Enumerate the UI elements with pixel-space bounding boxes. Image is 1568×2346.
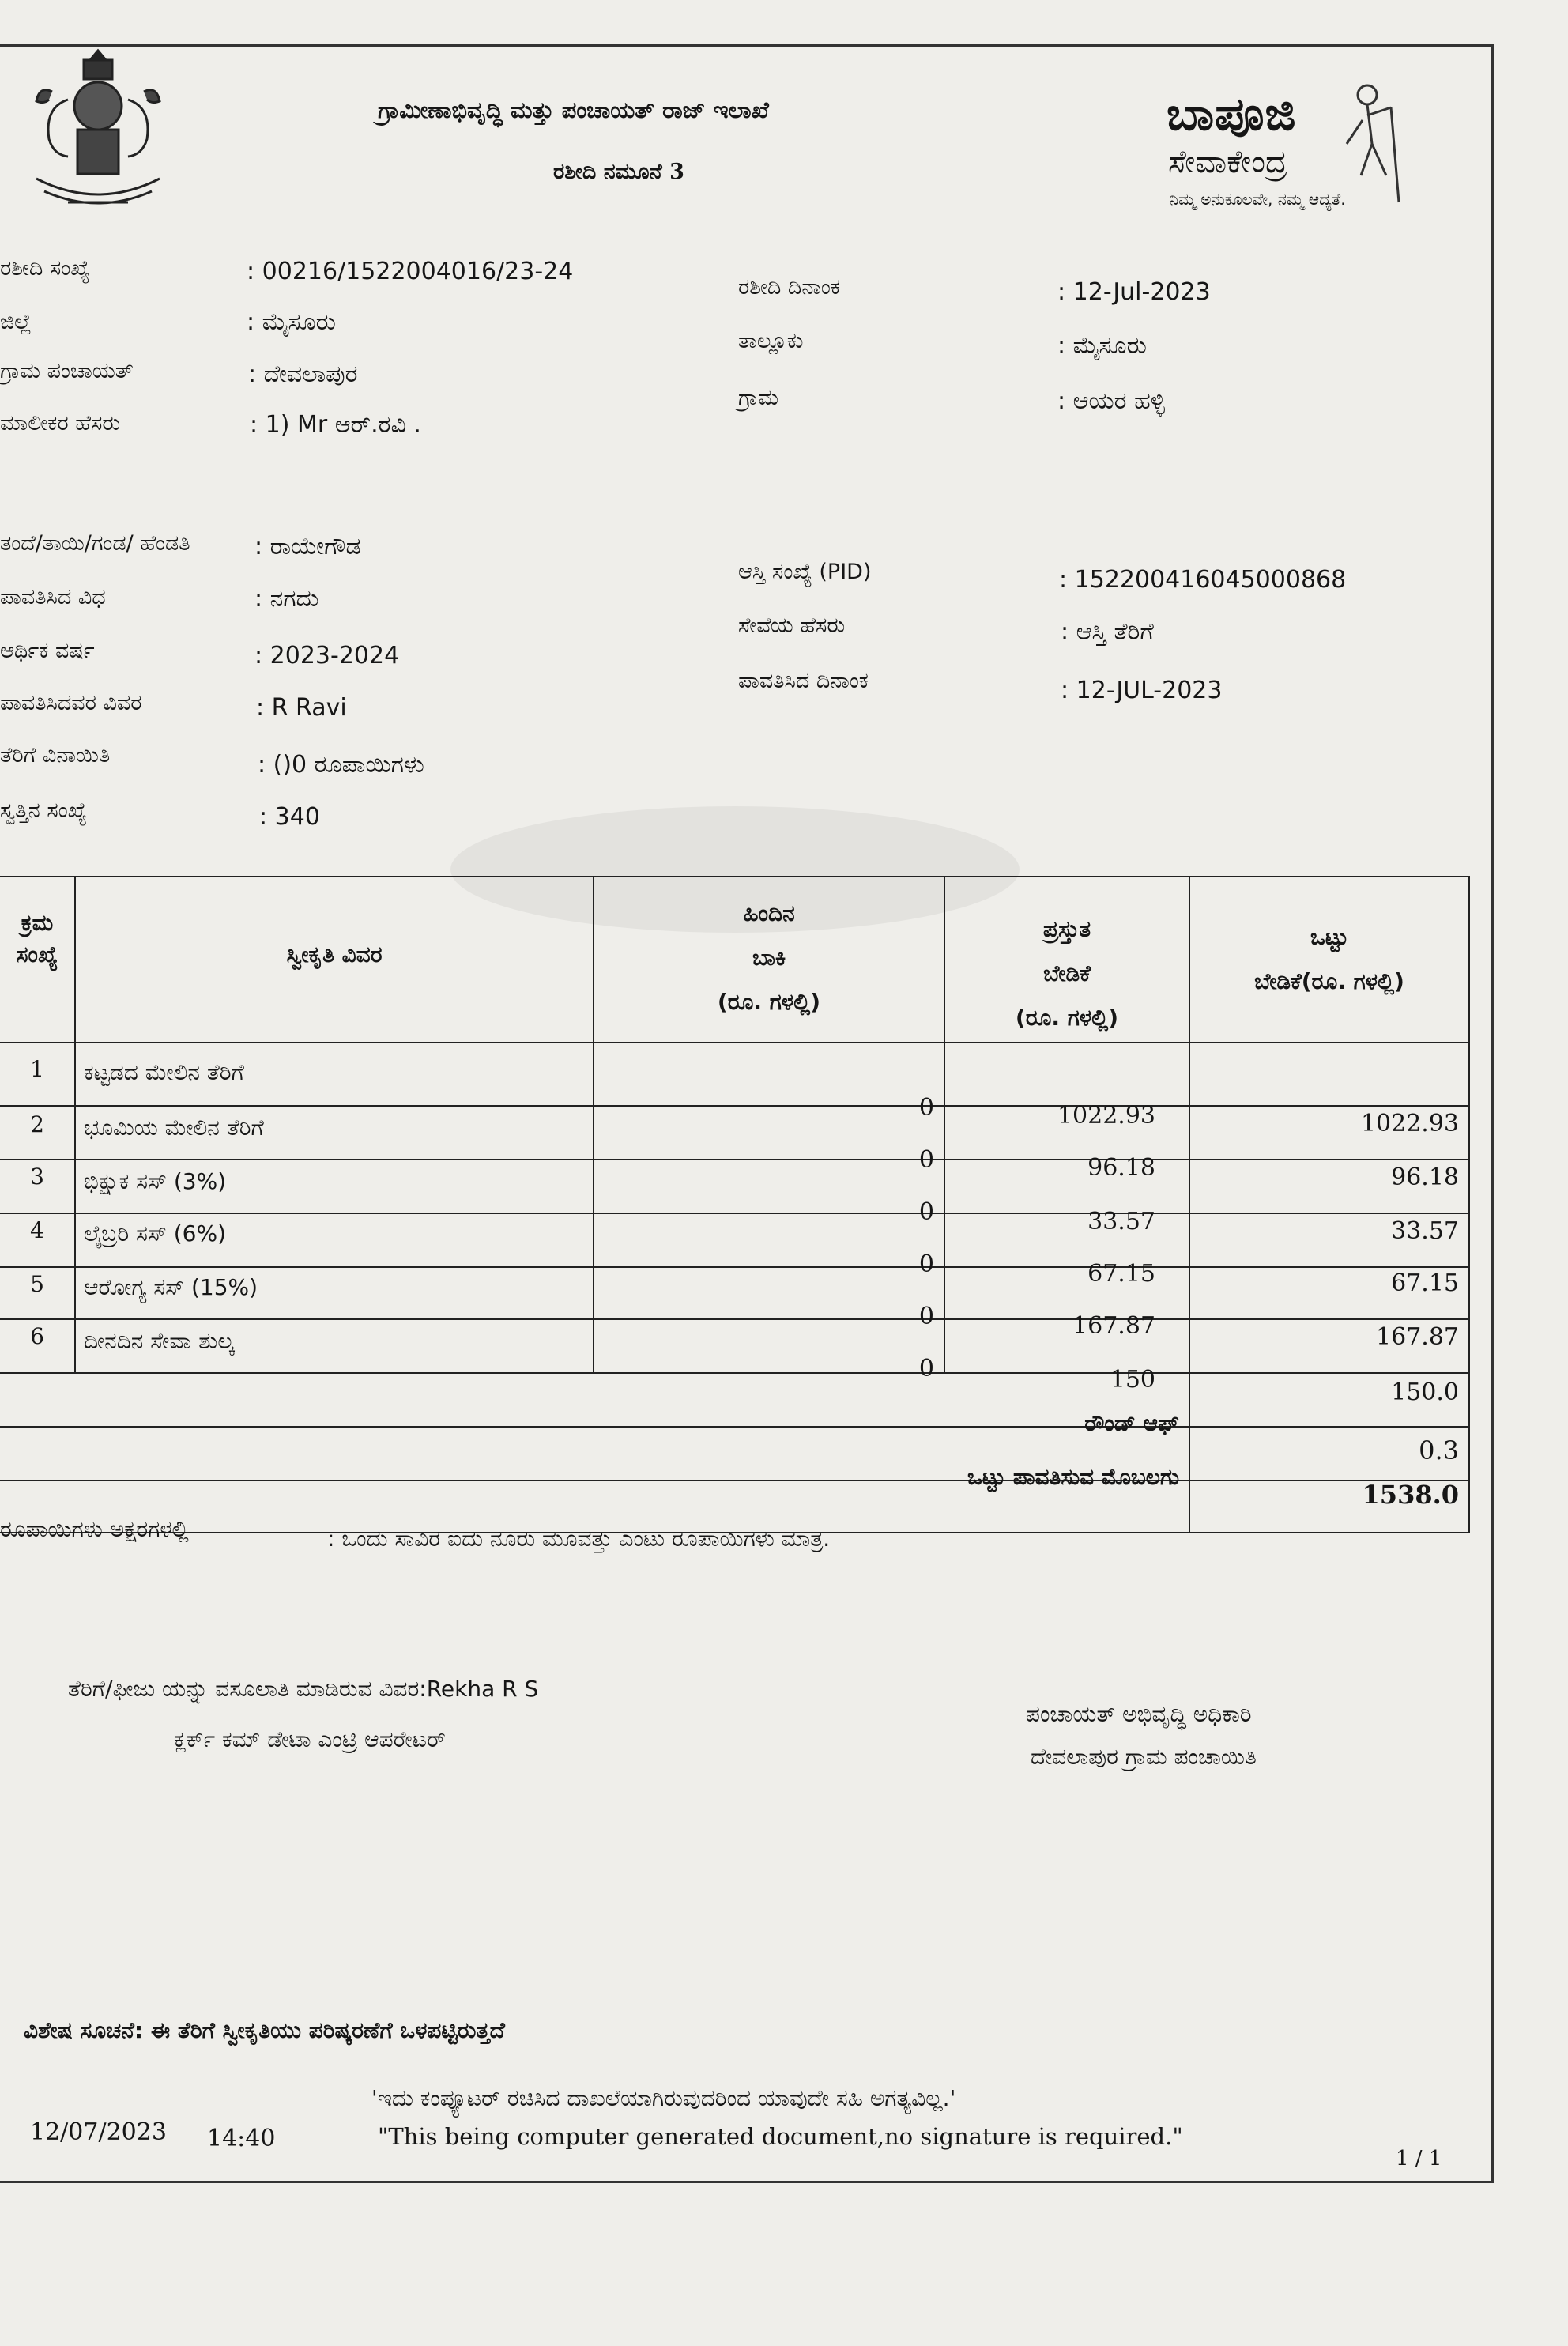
amount-words-value: : ಒಂದು ಸಾವಿರ ಐದು ನೂರು ಮೂವತ್ತು ಎಂಟು ರೂಪಾಯಿಗಳು ಮಾತ್ರ. [327, 1526, 831, 1552]
payment-mode-value: : ನಗದು [254, 585, 319, 613]
owner-name-value: : 1) Mr ಆರ್.ರವಿ . [250, 411, 421, 439]
row-3-desc: ಭಿಕ್ಷುಕ ಸಸ್ (3%) [84, 1168, 227, 1194]
property-id-label: ಆಸ್ತಿ ಸಂಖ್ಯೆ (PID) [738, 560, 872, 584]
paid-date-value: : 12-JUL-2023 [1061, 677, 1223, 704]
logo-subtitle: ಸೇವಾಕೇಂದ್ರ [1168, 144, 1287, 180]
row-2-desc: ಭೂಮಿಯ ಮೇಲಿನ ತೆರಿಗೆ [84, 1115, 264, 1141]
row-6-curr: 150 [1110, 1366, 1155, 1394]
payment-mode-label: ಪಾವತಿಸಿದ ವಿಧ [0, 585, 106, 609]
district-label: ಜಿಲ್ಲೆ [0, 310, 32, 334]
financial-year-value: : 2023-2024 [254, 642, 400, 669]
tax-exemption-value: : ()0 ರೂಪಾಯಿಗಳು [258, 751, 424, 779]
receipt-number-label: ರಶೀದಿ ಸಂಖ್ಯೆ [0, 256, 90, 281]
row-5-curr: 167.87 [1072, 1312, 1155, 1340]
payer-details-label: ಪಾವತಿಸಿದವರ ವಿವರ [0, 691, 142, 715]
row-6-desc: ದೀನದಿನ ಸೇವಾ ಶುಲ್ಕ [84, 1328, 235, 1354]
state-emblem-icon [21, 44, 175, 213]
row-4-total: 67.15 [1391, 1269, 1459, 1297]
taluk-value: : ಮೈಸೂರು [1057, 332, 1147, 360]
collector-designation: ಕ್ಲರ್ಕ್ ಕಮ್ ಡೇಟಾ ಎಂಟ್ರಿ ಆಪರೇಟರ್ [174, 1726, 446, 1752]
district-value: : ಮೈಸೂರು [247, 308, 336, 336]
header-sl: ಕ್ರಮ ಸಂಖ್ಯೆ [16, 910, 58, 967]
grand-total-label: ಒಟ್ಟು ಪಾವತಿಸುವ ಮೊಬಲಗು [967, 1464, 1179, 1490]
property-number-label: ಸ್ವತ್ತಿನ ಸಂಖ್ಯೆ [0, 798, 88, 823]
print-time: 14:40 [207, 2125, 276, 2152]
row-2-prev: 0 [918, 1146, 934, 1174]
relation-value: : ರಾಯೇಗೌಡ [254, 533, 361, 560]
row-2-total: 96.18 [1391, 1164, 1459, 1191]
row-3-curr: 33.57 [1087, 1208, 1155, 1235]
row-1-total: 1022.93 [1360, 1110, 1459, 1137]
village-value: : ಆಯರ ಹಳ್ಳಿ [1057, 387, 1166, 415]
row-4-curr: 67.15 [1087, 1260, 1155, 1288]
village-label: ಗ್ರಾಮ [738, 386, 779, 410]
tax-exemption-label: ತೆರಿಗೆ ವಿನಾಯಿತಿ [0, 743, 111, 768]
officer-office: ದೇವಲಾಪುರ ಗ್ರಾಮ ಪಂಚಾಯಿತಿ [1031, 1744, 1257, 1770]
gandhi-figure-icon [1332, 76, 1408, 210]
kannada-disclaimer: 'ಇದು ಕಂಪ್ಯೂಟರ್ ರಚಿಸಿದ ದಾಖಲೆಯಾಗಿರುವುದರಿಂದ ಯಾವುದೇ ಸಹಿ ಅಗತ್ಯವಿಲ್ಲ.' [371, 2085, 956, 2111]
row-4-sl: 4 [30, 1217, 44, 1243]
taluk-label: ತಾಲ್ಲೂಕು [738, 329, 804, 353]
header-description: ಸ್ವೀಕೃತಿ ವಿವರ [286, 941, 383, 967]
row-2-curr: 96.18 [1087, 1154, 1155, 1182]
amount-words-label: ರೂಪಾಯಿಗಳು ಅಕ್ಷರಗಳಲ್ಲಿ [0, 1516, 189, 1542]
receipt-date-value: : 12-Jul-2023 [1057, 278, 1211, 306]
round-off-value: 0.3 [1419, 1435, 1459, 1465]
logo-tagline: ನಿಮ್ಮ ಅನುಕೂಲವೇ, ನಮ್ಮ ಆದ್ಯತೆ. [1170, 190, 1346, 209]
header-previous-balance: ಹಿಂದಿನ ಬಾಕಿ (ರೂ. ಗಳಲ್ಲಿ) [717, 900, 821, 1015]
service-name-label: ಸೇವೆಯ ಹೆಸರು [738, 613, 846, 638]
row-5-total: 167.87 [1376, 1323, 1459, 1351]
row-1-sl: 1 [30, 1056, 44, 1082]
print-date: 12/07/2023 [30, 2118, 167, 2146]
gram-panchayat-value: : ದೇವಲಾಪುರ [248, 360, 358, 388]
special-note: ವಿಶೇಷ ಸೂಚನೆ: ಈ ತೆರಿಗೆ ಸ್ವೀಕೃತಿಯು ಪರಿಷ್ಕರಣೆಗೆ ಒಳಪಟ್ಟಿರುತ್ತದೆ [24, 2017, 505, 2043]
grand-total-value: 1538.0 [1362, 1480, 1459, 1510]
header-current-demand: ಪ್ರಸ್ತುತ ಬೇಡಿಕೆ (ರೂ. ಗಳಲ್ಲಿ) [1015, 916, 1119, 1031]
receipt-number-value: : 00216/1522004016/23-24 [247, 258, 574, 285]
row-6-total: 150.0 [1391, 1379, 1459, 1406]
form-name: ರಶೀದಿ ನಮೂನೆ 3 [553, 160, 684, 184]
row-5-prev: 0 [918, 1303, 934, 1330]
row-4-desc: ಲೈಬ್ರರಿ ಸಸ್ (6%) [84, 1220, 227, 1247]
row-2-sl: 2 [30, 1111, 44, 1137]
department-title: ಗ್ರಾಮೀಣಾಭಿವೃದ್ಧಿ ಮತ್ತು ಪಂಚಾಯತ್ ರಾಜ್ ಇಲಾಖೆ [378, 96, 769, 123]
row-3-prev: 0 [918, 1198, 934, 1226]
english-disclaimer: "This being computer generated document,no signature is required." [378, 2123, 1183, 2150]
row-1-desc: ಕಟ್ಟಡದ ಮೇಲಿನ ತೆರಿಗೆ [84, 1059, 244, 1085]
paid-date-label: ಪಾವತಿಸಿದ ದಿನಾಂಕ [738, 669, 869, 693]
row-5-sl: 5 [30, 1271, 44, 1297]
collector-line-1: ತೆರಿಗೆ/ಫೀಜು ಯನ್ನು ವಸೂಲಾತಿ ಮಾಡಿರುವ ವಿವರ:Rekha R S [68, 1676, 539, 1702]
officer-designation: ಪಂಚಾಯತ್ ಅಭಿವೃದ್ಧಿ ಅಧಿಕಾರಿ [1026, 1701, 1252, 1727]
row-5-desc: ಆರೋಗ್ಯ ಸಸ್ (15%) [84, 1274, 258, 1300]
property-number-value: : 340 [259, 803, 320, 831]
row-6-sl: 6 [30, 1323, 44, 1349]
header-total-demand: ಒಟ್ಟು ಬೇಡಿಕೆ(ರೂ. ಗಳಲ್ಲಿ) [1254, 924, 1404, 994]
row-6-prev: 0 [918, 1355, 934, 1382]
financial-year-label: ಆರ್ಥಿಕ ವರ್ಷ [0, 639, 95, 663]
round-off-label: ರೌಂಡ್ ಆಫ್ [1084, 1410, 1179, 1436]
row-3-total: 33.57 [1391, 1217, 1459, 1245]
property-id-value: : 152200416045000868 [1059, 566, 1347, 594]
gram-panchayat-label: ಗ್ರಾಮ ಪಂಚಾಯತ್ [0, 359, 134, 383]
relation-label: ತಂದೆ/ತಾಯಿ/ಗಂಡ/ ಹೆಂಡತಿ [0, 531, 190, 556]
row-3-sl: 3 [30, 1164, 44, 1190]
logo-title: ಬಾಪೂಜಿ [1167, 87, 1297, 141]
page-number: 1 / 1 [1396, 2147, 1442, 2171]
payer-details-value: : R Ravi [256, 694, 347, 722]
owner-name-label: ಮಾಲೀಕರ ಹೆಸರು [0, 411, 121, 436]
row-1-curr: 1022.93 [1057, 1102, 1155, 1130]
service-name-value: : ಆಸ್ತಿ ತೆರಿಗೆ [1061, 618, 1154, 646]
row-4-prev: 0 [918, 1250, 934, 1278]
receipt-date-label: ರಶೀದಿ ದಿನಾಂಕ [738, 275, 840, 300]
row-1-prev: 0 [918, 1094, 934, 1122]
